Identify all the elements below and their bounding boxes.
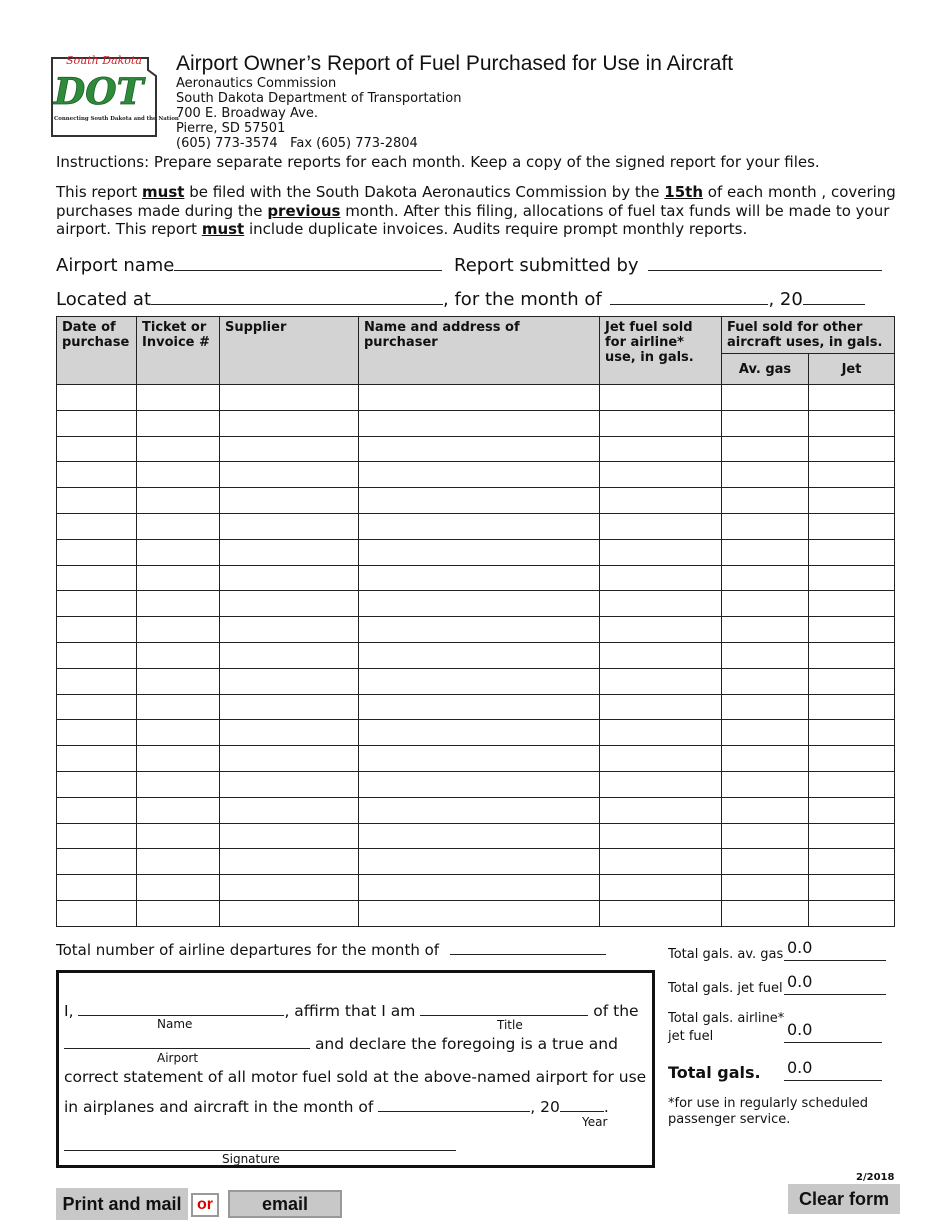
table-cell[interactable] [359,488,600,514]
table-cell[interactable] [137,642,220,668]
table-row [57,642,895,668]
table-cell[interactable] [57,436,137,462]
table-cell[interactable] [722,617,809,643]
affirm-month-field[interactable] [378,1097,530,1112]
table-cell[interactable] [57,823,137,849]
name-caption: Name [157,1017,193,1031]
table-cell[interactable] [57,410,137,436]
table-cell[interactable] [359,513,600,539]
table-cell[interactable] [57,617,137,643]
table-cell[interactable] [722,875,809,901]
table-cell[interactable] [137,797,220,823]
table-cell[interactable] [57,900,137,926]
table-cell[interactable] [809,513,895,539]
table-cell[interactable] [722,488,809,514]
org-line: South Dakota Department of Transportation [176,91,462,106]
col-date-of-purchase: Date of purchase [57,317,137,385]
table-row [57,513,895,539]
table-row [57,617,895,643]
table-cell[interactable] [600,668,722,694]
table-cell[interactable] [600,797,722,823]
table-cell[interactable] [220,797,359,823]
org-line: Aeronautics Commission [176,76,337,91]
or-separator: or [191,1193,219,1217]
table-cell[interactable] [57,488,137,514]
email-button[interactable]: email [228,1190,342,1218]
table-row [57,539,895,565]
total-avgas-label: Total gals. av. gas [668,947,784,962]
table-cell[interactable] [57,591,137,617]
table-row [57,797,895,823]
table-cell[interactable] [220,436,359,462]
signature-caption: Signature [222,1152,280,1166]
org-line: Pierre, SD 57501 [176,121,286,136]
table-cell[interactable] [137,668,220,694]
table-cell[interactable] [600,771,722,797]
table-cell[interactable] [137,513,220,539]
month-label: , for the month of [443,289,602,310]
table-cell[interactable] [809,823,895,849]
table-cell[interactable] [359,462,600,488]
table-cell[interactable] [359,823,600,849]
form-title: Airport Owner’s Report of Fuel Purchased for Use in Aircraft [176,52,734,75]
table-cell[interactable] [600,617,722,643]
table-cell[interactable] [722,694,809,720]
table-cell[interactable] [137,591,220,617]
table-cell[interactable] [57,668,137,694]
table-cell[interactable] [137,488,220,514]
affirm-airport-field[interactable] [64,1034,310,1049]
table-cell[interactable] [722,591,809,617]
total-airline-field[interactable] [784,1020,882,1043]
table-cell[interactable] [722,771,809,797]
located-at-label: Located at [56,289,152,310]
table-cell[interactable] [809,565,895,591]
table-cell[interactable] [809,900,895,926]
table-cell[interactable] [220,488,359,514]
table-cell[interactable] [600,385,722,411]
table-row [57,900,895,926]
footnote: *for use in regularly scheduled passenger service. [668,1096,869,1127]
signature-field[interactable] [64,1150,456,1151]
table-cell[interactable] [600,488,722,514]
total-jet-label: Total gals. jet fuel [668,981,783,996]
affirm-line-3: correct statement of all motor fuel sold at the above-named airport for use [64,1068,647,1086]
table-cell[interactable] [809,410,895,436]
table-cell[interactable] [722,436,809,462]
table-cell[interactable] [57,513,137,539]
affirm-line-1: I, , affirm that I am of the [64,1002,639,1020]
col-avgas: Av. gas [722,354,809,385]
table-cell[interactable] [137,462,220,488]
table-cell[interactable] [220,720,359,746]
table-row [57,565,895,591]
table-cell[interactable] [359,797,600,823]
table-cell[interactable] [359,668,600,694]
logo-script: South Dakota [66,54,142,67]
table-cell[interactable] [220,642,359,668]
table-row [57,462,895,488]
table-cell[interactable] [600,694,722,720]
table-cell[interactable] [57,771,137,797]
table-row [57,668,895,694]
table-cell[interactable] [220,771,359,797]
table-cell[interactable] [220,849,359,875]
table-cell[interactable] [220,513,359,539]
table-cell[interactable] [359,694,600,720]
table-cell[interactable] [220,900,359,926]
table-cell[interactable] [722,410,809,436]
table-cell[interactable] [137,900,220,926]
affirm-line-4: in airplanes and aircraft in the month of , 20 . [64,1098,609,1116]
table-cell[interactable] [359,617,600,643]
table-cell[interactable] [600,746,722,772]
table-row [57,694,895,720]
airport-name-label: Airport name [56,255,175,276]
table-cell[interactable] [809,694,895,720]
sd-dot-logo [52,52,179,142]
table-cell[interactable] [600,875,722,901]
table-cell[interactable] [600,436,722,462]
table-cell[interactable] [722,797,809,823]
table-cell[interactable] [220,746,359,772]
table-cell[interactable] [220,462,359,488]
table-row [57,720,895,746]
table-cell[interactable] [809,849,895,875]
table-cell[interactable] [359,900,600,926]
table-cell[interactable] [220,539,359,565]
table-cell[interactable] [600,539,722,565]
table-cell[interactable] [809,875,895,901]
table-cell[interactable] [137,436,220,462]
year-prefix: , 20 [768,289,803,310]
must-emphasis: must [201,220,245,238]
table-cell[interactable] [220,694,359,720]
table-cell[interactable] [809,462,895,488]
total-avgas-field[interactable] [784,938,886,961]
table-cell[interactable] [600,513,722,539]
table-row [57,488,895,514]
table-cell[interactable] [722,823,809,849]
located-at-field[interactable] [151,286,443,305]
total-jet-field[interactable] [784,972,886,995]
table-cell[interactable] [359,720,600,746]
fuel-purchase-table [56,316,895,927]
table-cell[interactable] [137,849,220,875]
year-field[interactable] [803,286,865,305]
table-cell[interactable] [809,385,895,411]
table-cell[interactable] [57,875,137,901]
table-cell[interactable] [57,642,137,668]
table-cell[interactable] [722,642,809,668]
table-cell[interactable] [220,823,359,849]
table-cell[interactable] [137,565,220,591]
table-cell[interactable] [137,694,220,720]
affirm-name-field[interactable] [78,1001,284,1016]
table-row [57,410,895,436]
table-cell[interactable] [359,875,600,901]
table-cell[interactable] [809,668,895,694]
filing-paragraph: This report must be filed with the South Dakota Aeronautics Commission by the 15th of each month , covering purchases made during the previous month. After this filing, allocations of fuel tax funds will be made to your airport. This report must include duplicate invoices. Audits require prompt monthly reports. [56,183,896,238]
table-cell[interactable] [220,591,359,617]
col-purchaser: Name and address of purchaser [359,317,600,385]
logo-letters: DOT [54,71,144,113]
month-field[interactable] [610,286,768,305]
table-cell[interactable] [600,823,722,849]
table-cell[interactable] [220,385,359,411]
col-supplier: Supplier [220,317,359,385]
table-cell[interactable] [809,617,895,643]
table-cell[interactable] [359,410,600,436]
table-cell[interactable] [600,900,722,926]
table-cell[interactable] [359,746,600,772]
submitted-by-field[interactable] [648,252,882,271]
table-cell[interactable] [722,513,809,539]
submitted-by-label: Report submitted by [454,255,639,276]
table-cell[interactable] [809,746,895,772]
table-cell[interactable] [809,591,895,617]
table-cell[interactable] [220,668,359,694]
col-jet: Jet [809,354,895,385]
table-row [57,591,895,617]
table-cell[interactable] [809,642,895,668]
table-cell[interactable] [809,436,895,462]
table-cell[interactable] [722,385,809,411]
table-cell[interactable] [600,462,722,488]
must-emphasis: must [142,183,185,201]
table-cell[interactable] [220,565,359,591]
departures-field[interactable] [450,940,606,955]
table-cell[interactable] [137,746,220,772]
table-cell[interactable] [359,385,600,411]
table-cell[interactable] [137,539,220,565]
clear-form-button[interactable]: Clear form [788,1184,900,1214]
table-cell[interactable] [722,462,809,488]
total-gals-value: 0.0 [787,1058,813,1077]
table-cell[interactable] [220,875,359,901]
departures-label: Total number of airline departures for the month of [56,941,440,959]
table-row [57,385,895,411]
table-cell[interactable] [722,900,809,926]
table-cell[interactable] [137,771,220,797]
table-cell[interactable] [600,565,722,591]
table-cell[interactable] [722,668,809,694]
table-cell[interactable] [359,539,600,565]
table-cell[interactable] [809,797,895,823]
table-row [57,436,895,462]
table-row [57,823,895,849]
total-gals-field[interactable] [784,1058,882,1081]
table-cell[interactable] [809,539,895,565]
year-caption: Year [582,1115,608,1129]
table-cell[interactable] [57,385,137,411]
table-cell[interactable] [57,694,137,720]
affirm-year-field[interactable] [560,1097,604,1112]
table-row [57,849,895,875]
table-cell[interactable] [137,823,220,849]
org-line: (605) 773-3574 Fax (605) 773-2804 [176,136,418,151]
table-cell[interactable] [359,565,600,591]
org-line: 700 E. Broadway Ave. [176,106,318,121]
table-cell[interactable] [809,720,895,746]
table-cell[interactable] [600,591,722,617]
instructions: Instructions: Prepare separate reports for each month. Keep a copy of the signed report for your files. [56,153,820,171]
table-row [57,771,895,797]
affirm-line-2: and declare the foregoing is a true and [64,1034,618,1053]
table-cell[interactable] [722,720,809,746]
table-cell[interactable] [600,849,722,875]
table-cell[interactable] [809,488,895,514]
located-row [56,286,865,310]
table-cell[interactable] [722,746,809,772]
day-emphasis: 15th [664,183,704,201]
table-cell[interactable] [600,410,722,436]
revision-date: 2/2018 [856,1172,895,1183]
total-airline-value: 0.0 [787,1020,813,1039]
table-cell[interactable] [57,849,137,875]
table-cell[interactable] [57,539,137,565]
table-body [57,385,895,927]
col-ticket-invoice: Ticket or Invoice # [137,317,220,385]
table-cell[interactable] [220,410,359,436]
affirm-title-field[interactable] [420,1001,588,1016]
col-group-other-fuel: Fuel sold for other aircraft uses, in gals. [722,317,895,354]
table-cell[interactable] [359,849,600,875]
table-cell[interactable] [137,617,220,643]
airport-caption: Airport [157,1051,199,1065]
table-cell[interactable] [359,591,600,617]
table-cell[interactable] [359,642,600,668]
total-jet-value: 0.0 [787,972,813,991]
table-cell[interactable] [137,385,220,411]
table-cell[interactable] [137,410,220,436]
table-cell[interactable] [600,642,722,668]
table-cell[interactable] [220,617,359,643]
table-row [57,875,895,901]
previous-emphasis: previous [267,201,341,220]
title-caption: Title [497,1018,523,1032]
total-airline-label-1: Total gals. airline* [668,1011,785,1026]
table-cell[interactable] [722,565,809,591]
airport-name-field[interactable] [174,252,442,271]
departures-row [56,940,606,959]
total-gals-label: Total gals. [668,1063,761,1082]
table-row [57,746,895,772]
table-cell[interactable] [722,849,809,875]
table-cell[interactable] [57,797,137,823]
table-cell[interactable] [359,436,600,462]
submitted-by-row [454,252,882,276]
table-cell[interactable] [600,720,722,746]
table-cell[interactable] [722,539,809,565]
table-cell[interactable] [57,720,137,746]
table-cell[interactable] [137,720,220,746]
total-airline-label-2: jet fuel [668,1029,714,1044]
table-cell[interactable] [137,875,220,901]
airport-name-row [56,252,442,276]
total-avgas-value: 0.0 [787,938,813,957]
logo-tagline: Connecting South Dakota and the Nation [54,116,179,122]
table-cell[interactable] [57,565,137,591]
table-cell[interactable] [809,771,895,797]
col-jet-airline: Jet fuel sold for airline* use, in gals. [600,317,722,385]
table-cell[interactable] [57,746,137,772]
table-cell[interactable] [57,462,137,488]
print-and-mail-button[interactable]: Print and mail [56,1188,188,1220]
table-cell[interactable] [359,771,600,797]
